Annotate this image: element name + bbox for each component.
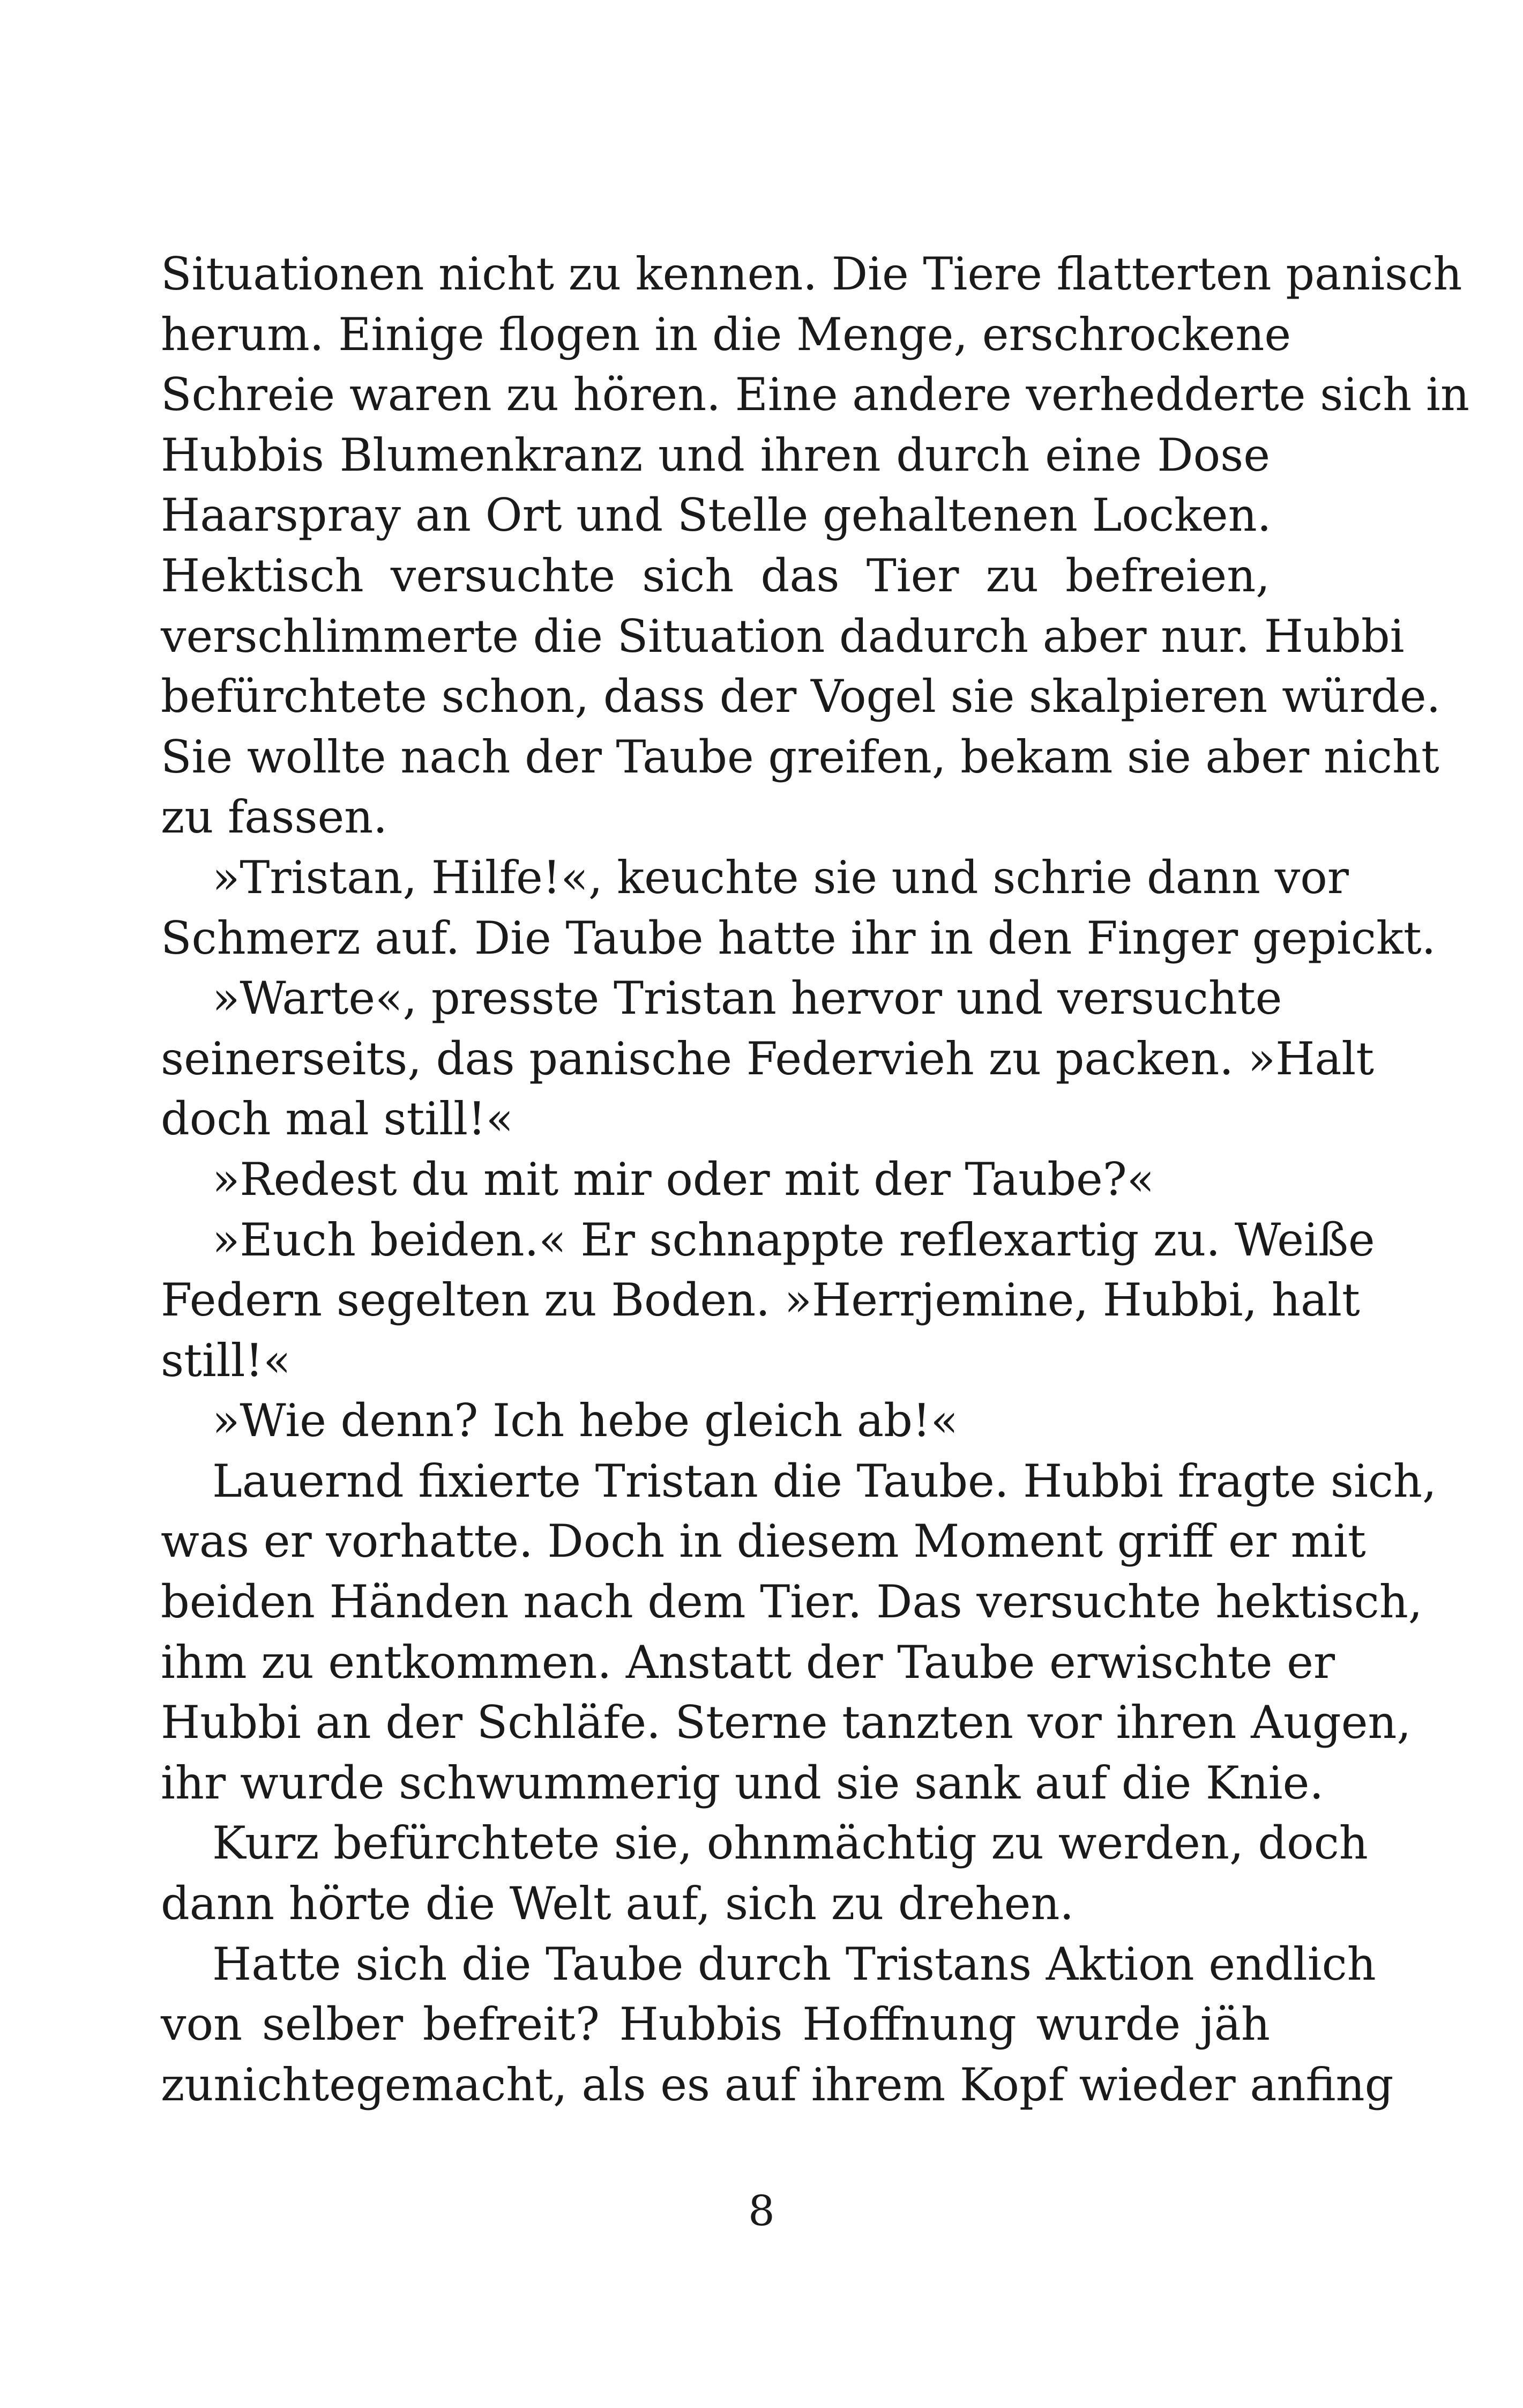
text-line: »Tristan, Hilfe!«, keuchte sie und schrie dann vor	[212, 851, 1349, 904]
text-line: Hektisch versuchte sich das Tier zu befreien,	[161, 549, 1270, 602]
text-line: still!«	[161, 1334, 291, 1387]
text-line: Situationen nicht zu kennen. Die Tiere flatterten panisch	[161, 248, 1462, 300]
text-line: Hubbis Blumenkranz und ihren durch eine Dose	[161, 428, 1270, 481]
text-line: ihm zu entkommen. Anstatt der Taube erwischte er	[161, 1636, 1335, 1689]
text-line: ihr wurde schwummerig und sie sank auf die Knie.	[161, 1756, 1324, 1809]
text-line: seinerseits, das panische Federvieh zu packen. »Halt	[161, 1032, 1375, 1085]
text-line: Haarspray an Ort und Stelle gehaltenen Locken.	[161, 489, 1272, 542]
text-line: »Warte«, presste Tristan hervor und versuchte	[212, 972, 1282, 1025]
text-line: zunichtegemacht, als es auf ihrem Kopf wieder anfing	[161, 2058, 1394, 2111]
text-line: zu fassen.	[161, 791, 387, 844]
text-line: dann hörte die Welt auf, sich zu drehen.	[161, 1877, 1074, 1930]
text-line: Hubbi an der Schläfe. Sterne tanzten vor ihren Augen,	[161, 1696, 1412, 1749]
text-line: verschlimmerte die Situation dadurch aber nur. Hubbi	[161, 610, 1405, 663]
text-line: »Wie denn? Ich hebe gleich ab!«	[212, 1394, 959, 1447]
page-number: 8	[748, 2187, 775, 2235]
text-line: was er vorhatte. Doch in diesem Moment griff er mit	[161, 1515, 1366, 1568]
text-line: Federn segelten zu Boden. »Herrjemine, Hubbi, halt	[161, 1274, 1360, 1327]
text-line: Kurz befürchtete sie, ohnmächtig zu werden, doch	[212, 1817, 1368, 1870]
text-line: »Euch beiden.« Er schnappte reflexartig zu. Weiße	[212, 1213, 1375, 1266]
text-line: Hatte sich die Taube durch Tristans Aktion endlich	[212, 1937, 1376, 1990]
body-text	[161, 244, 1469, 2115]
text-line: Schreie waren zu hören. Eine andere verhedderte sich in	[161, 368, 1469, 421]
text-line: von selber befreit? Hubbis Hoffnung wurde jäh	[161, 1998, 1270, 2051]
text-line: Sie wollte nach der Taube greifen, bekam sie aber nicht	[161, 730, 1439, 783]
text-line: beiden Händen nach dem Tier. Das versuchte hektisch,	[161, 1575, 1423, 1629]
text-line: befürchtete schon, dass der Vogel sie skalpieren würde.	[161, 670, 1441, 723]
text-line: doch mal still!«	[161, 1092, 514, 1146]
text-line: herum. Einige flogen in die Menge, erschrockene	[161, 308, 1291, 361]
text-line: Schmerz auf. Die Taube hatte ihr in den Finger gepickt.	[161, 911, 1436, 964]
text-line: Lauernd fixierte Tristan die Taube. Hubbi fragte sich,	[212, 1454, 1437, 1507]
text-line: »Redest du mit mir oder mit der Taube?«	[212, 1153, 1155, 1206]
